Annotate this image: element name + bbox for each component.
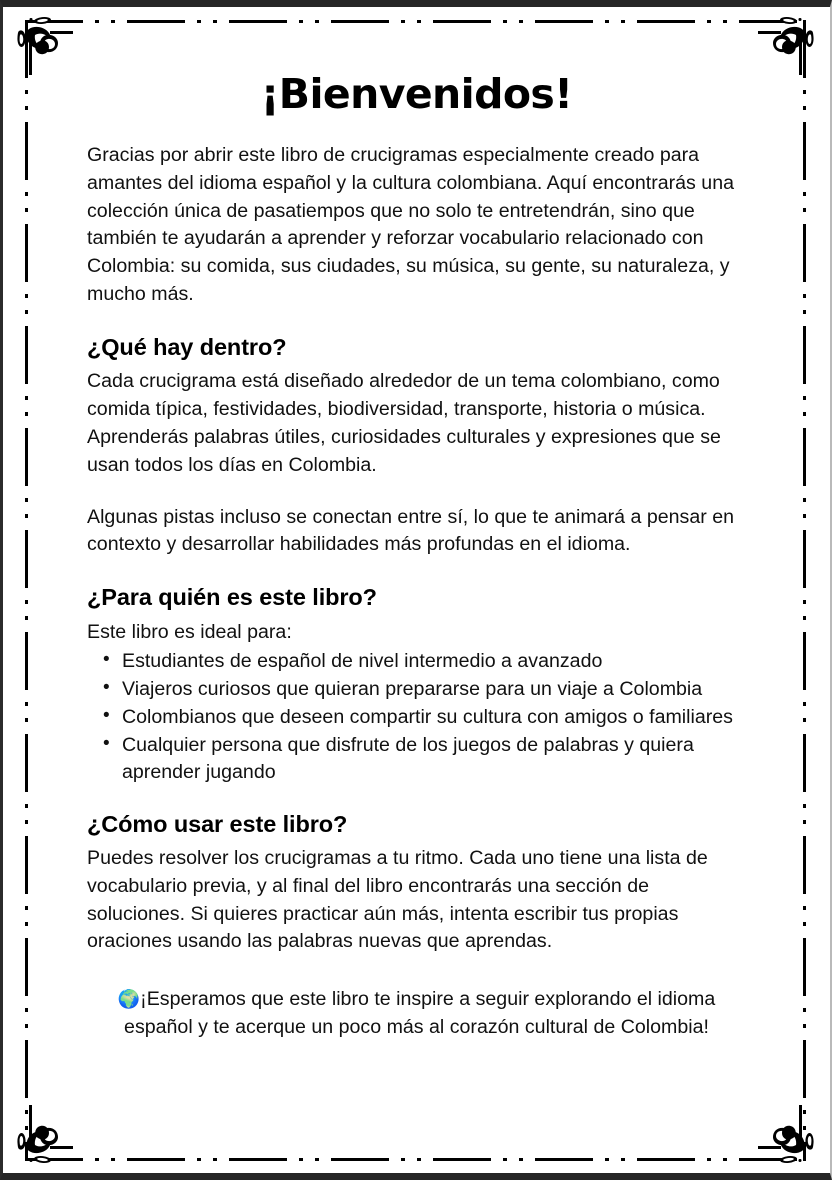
corner-flourish-icon-bottom-right bbox=[758, 1105, 822, 1169]
border-line-bottom bbox=[25, 1158, 806, 1161]
list-item: • Colombianos que deseen compartir su cultura con amigos o familiares bbox=[122, 704, 746, 731]
section-heading-como-usar-este-libro: ¿Cómo usar este libro? bbox=[87, 810, 348, 837]
section-paragraph: Algunas pistas incluso se conectan entre sí, lo que te animará a pensar en contexto y desarrollar habilidades más profundas en el idioma. bbox=[87, 505, 734, 556]
section-heading-que-hay-dentro: ¿Qué hay dentro? bbox=[87, 333, 287, 360]
section-paragraph: Cada crucigrama está diseñado alrededor de un tema colombiano, como comida típica, festividades, biodiversidad, transporte, historia o música. Aprenderás palabras útiles, curiosidades culturales y expresiones que se usan todos los días en Colombia. bbox=[87, 370, 721, 476]
audience-list-lead-in: Este libro es ideal para: bbox=[87, 620, 292, 643]
audience-list bbox=[87, 648, 746, 785]
list-item: • Viajeros curiosos que quieran prepararse para un viaje a Colombia bbox=[122, 676, 746, 703]
globe-europe-africa-icon: 🌍 bbox=[117, 989, 141, 1011]
closing-note bbox=[87, 986, 746, 1042]
section-paragraph: Puedes resolver los crucigramas a tu ritmo. Cada uno tiene una lista de vocabulario previa, y al final del libro encontrarás una sección de soluciones. Si quieres practicar aún más, intenta escribir tus propias oraciones usando las palabras nuevas que aprendas. bbox=[87, 846, 708, 953]
list-item: • Estudiantes de español de nivel intermedio a avanzado bbox=[122, 648, 746, 675]
border-line-left bbox=[25, 20, 28, 1161]
closing-note-text: ¡Esperamos que este libro te inspire a seguir explorando el idioma español y te acerque un poco más al corazón cultural de Colombia! bbox=[124, 988, 716, 1038]
intro-paragraph: Gracias por abrir este libro de crucigramas especialmente creado para amantes del idioma español y la cultura colombiana. Aquí encontrarás una colección única de pasatiempos que no solo te entretendrán, sino que también te ayudarán a aprender y reforzar vocabulario relacionado con Colombia: su comida, sus ciudades, su música, su gente, su naturaleza, y mucho más. bbox=[87, 144, 734, 306]
corner-flourish-icon-bottom-left bbox=[9, 1105, 73, 1169]
corner-flourish-icon-top-left bbox=[9, 11, 73, 75]
page-title: ¡Bienvenidos! bbox=[260, 70, 573, 118]
corner-flourish-icon-top-right bbox=[758, 11, 822, 75]
page-content bbox=[87, 70, 746, 1042]
border-line-right bbox=[803, 20, 806, 1161]
border-line-top bbox=[25, 20, 806, 23]
section-heading-para-quien-es-este-libro: ¿Para quién es este libro? bbox=[87, 584, 377, 611]
list-item: • Cualquier persona que disfrute de los juegos de palabras y quiera aprender jugando bbox=[122, 732, 746, 786]
